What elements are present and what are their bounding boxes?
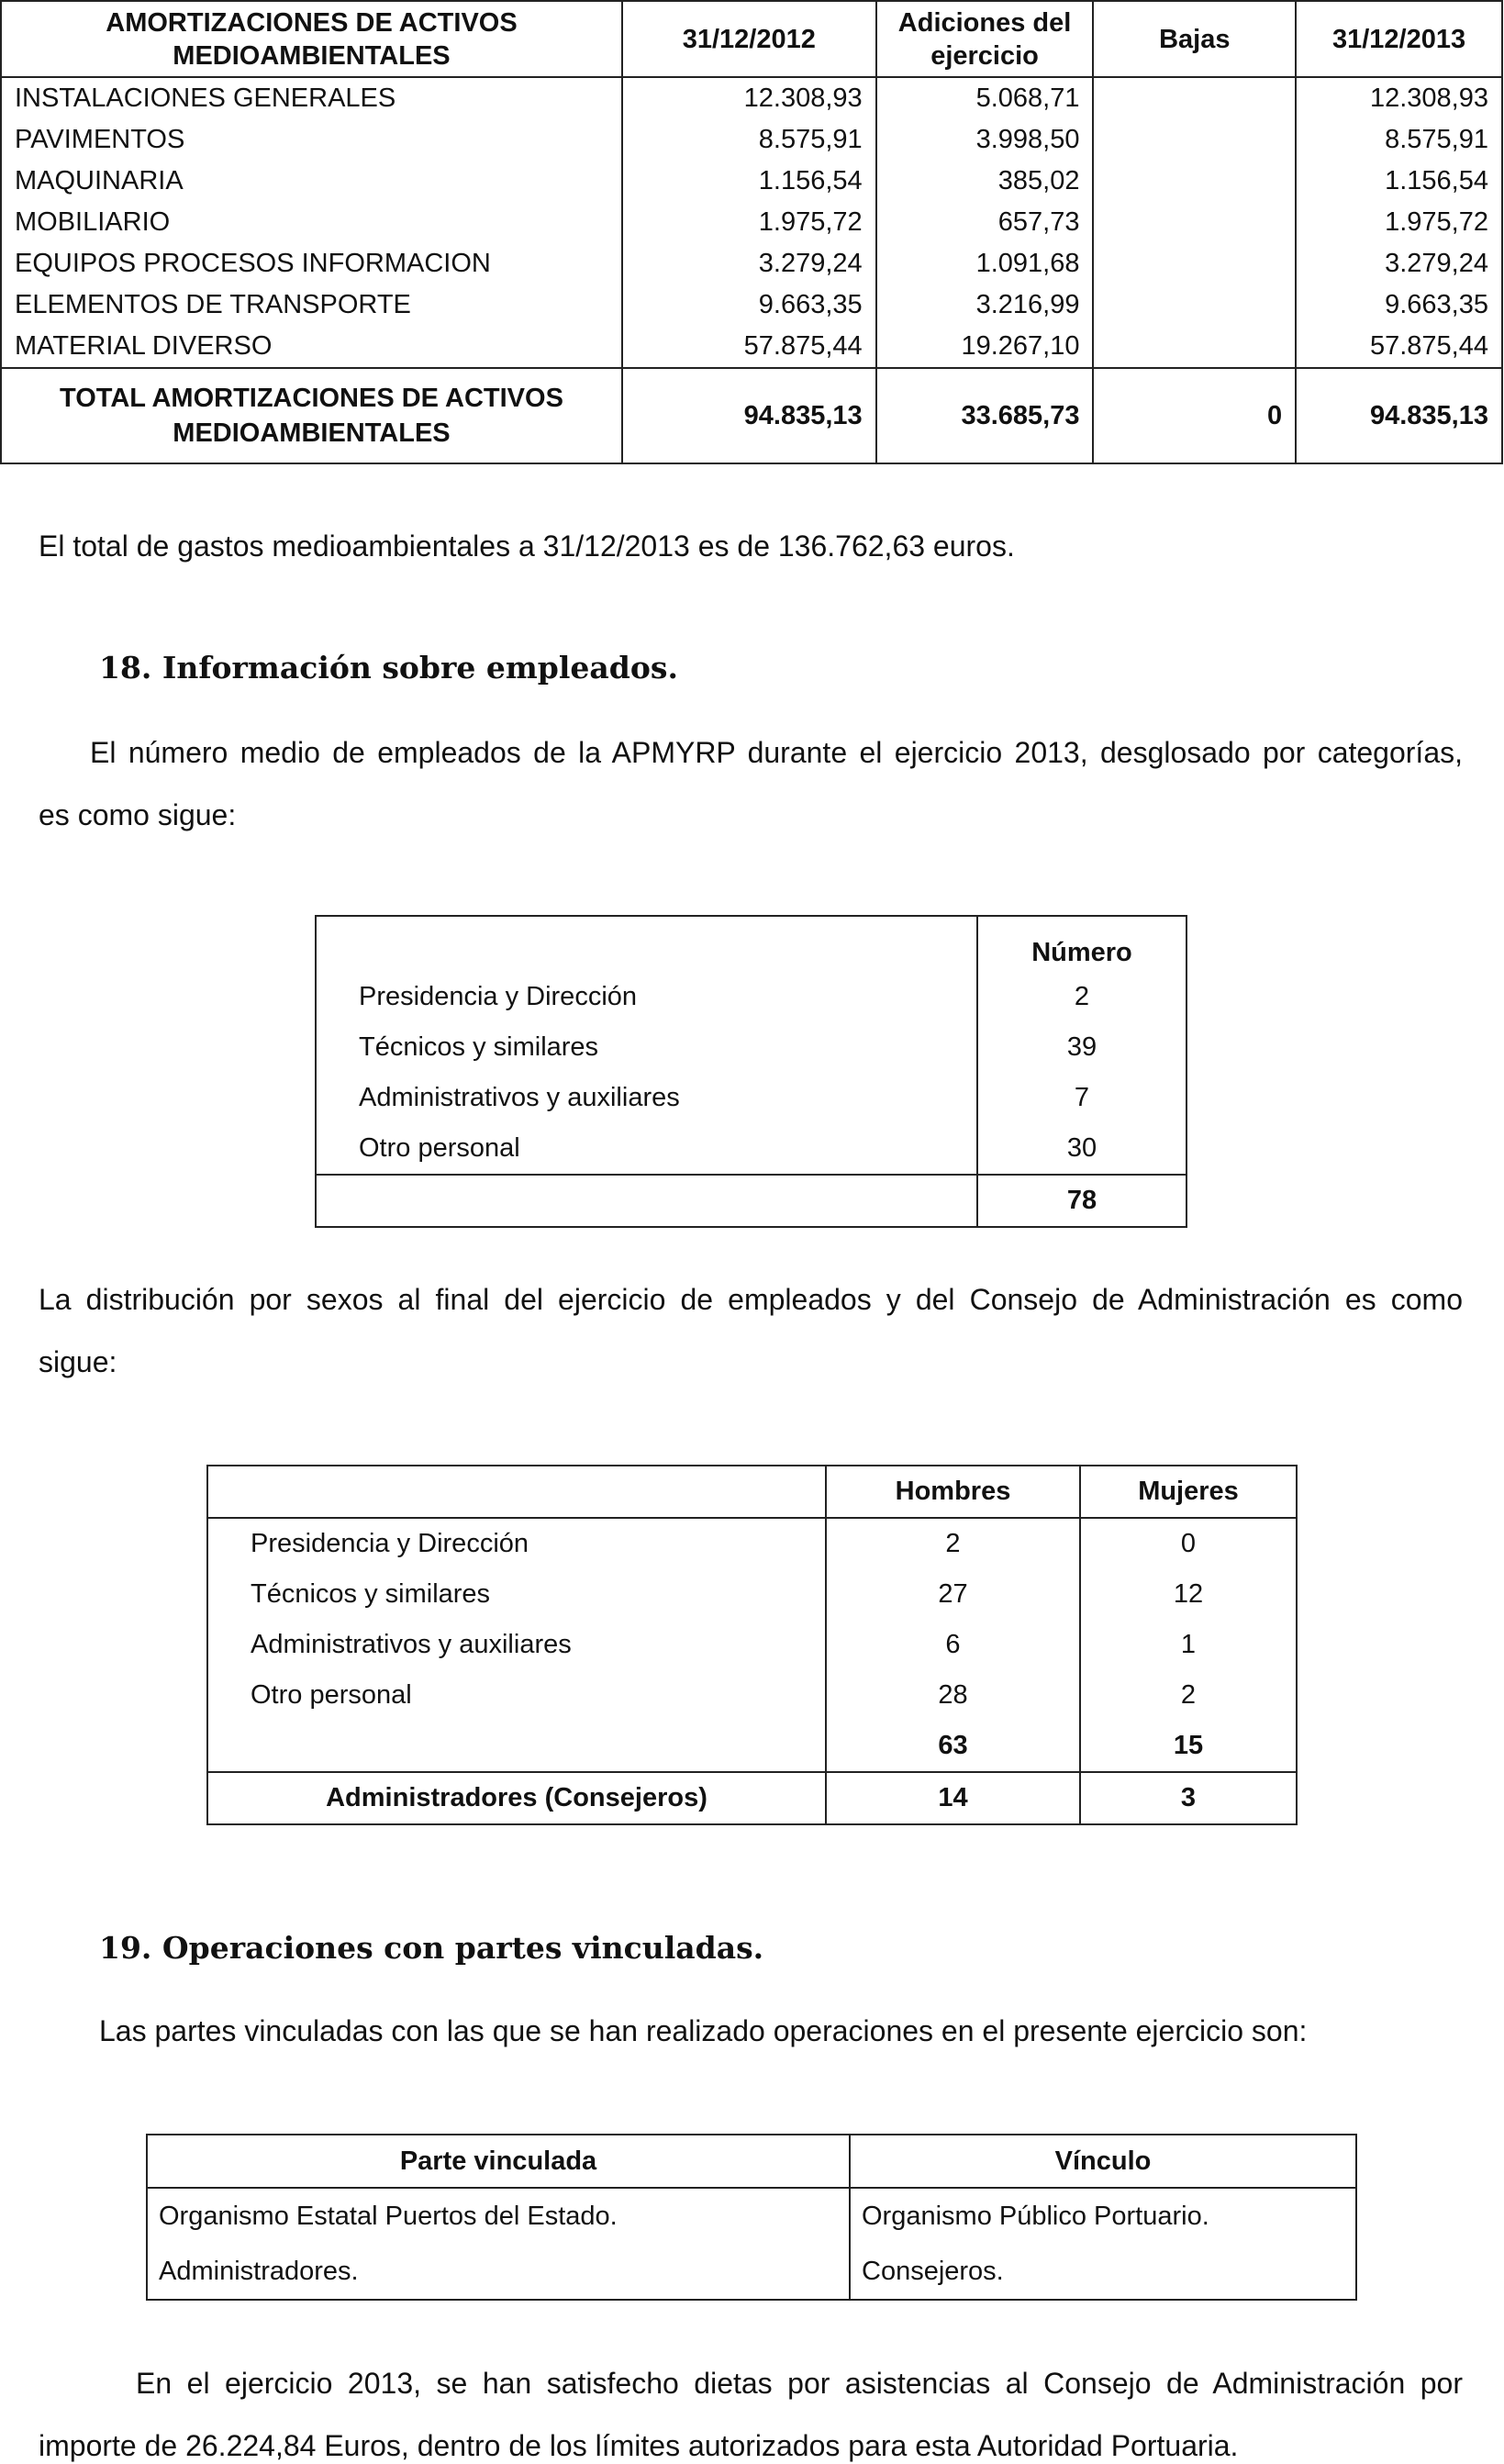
row-label: Otro personal	[251, 1680, 412, 1710]
cell-adiciones: 5.068,71	[876, 77, 1094, 119]
cell-adiciones: 19.267,10	[876, 326, 1094, 368]
header-bajas: Bajas	[1093, 1, 1296, 77]
row-label: Técnicos y similares	[251, 1579, 491, 1609]
administradores-row	[207, 1772, 1297, 1824]
table-row	[207, 1518, 1297, 1569]
cell-mujeres: 12	[1080, 1569, 1297, 1620]
table-row	[1, 77, 1502, 119]
empleados-table	[315, 915, 1187, 1228]
row-value: 30	[977, 1123, 1186, 1175]
empleados-total-row	[316, 1175, 1186, 1227]
table-row	[1, 202, 1502, 243]
table-row	[316, 1022, 1186, 1073]
row-label: MOBILIARIO	[1, 202, 622, 243]
sexos-paragraph-line1: La distribución por sexos al final del ejercicio de empleados y del Consejo de Administración es como	[39, 1283, 1463, 1316]
header-adiciones: Adiciones del ejercicio	[876, 1, 1094, 77]
cell-mujeres: 2	[1080, 1670, 1297, 1721]
table-row	[1, 161, 1502, 202]
row-label: MAQUINARIA	[1, 161, 622, 202]
header-parte: Parte vinculada	[147, 2135, 850, 2188]
table-row	[147, 2188, 1356, 2244]
cell-mujeres: 1	[1080, 1620, 1297, 1670]
header-hombres: Hombres	[826, 1466, 1080, 1518]
section-19-heading: 19. Operaciones con partes vinculadas.	[99, 1930, 764, 1966]
cell-vinculo: Organismo Público Portuario.	[850, 2188, 1356, 2244]
cell-hombres: 28	[826, 1670, 1080, 1721]
table-row	[316, 1073, 1186, 1123]
total-hombres: 63	[826, 1721, 1080, 1772]
row-label: Presidencia y Dirección	[359, 982, 638, 1011]
header-2012: 31/12/2012	[622, 1, 876, 77]
total-2012: 94.835,13	[622, 368, 876, 463]
cell-2012: 1.156,54	[622, 161, 876, 202]
sexos-total-row	[207, 1721, 1297, 1772]
administradores-hombres: 14	[826, 1772, 1080, 1824]
header-2013: 31/12/2013	[1296, 1, 1502, 77]
total-label: TOTAL AMORTIZACIONES DE ACTIVOS MEDIOAMBIENTALES	[1, 368, 622, 463]
row-label: ELEMENTOS DE TRANSPORTE	[1, 284, 622, 326]
table-row	[207, 1670, 1297, 1721]
row-label: EQUIPOS PROCESOS INFORMACION	[1, 243, 622, 284]
table-row	[1, 326, 1502, 368]
administradores-mujeres: 3	[1080, 1772, 1297, 1824]
cell-2012: 12.308,93	[622, 77, 876, 119]
cell-bajas	[1093, 284, 1296, 326]
row-value: 39	[977, 1022, 1186, 1073]
table-row	[207, 1620, 1297, 1670]
header-numero: Número	[977, 916, 1186, 972]
amortizaciones-header-row	[1, 1, 1502, 77]
cell-bajas	[1093, 77, 1296, 119]
header-mujeres: Mujeres	[1080, 1466, 1297, 1518]
empleados-header-row	[316, 916, 1186, 972]
table-row	[1, 243, 1502, 284]
section-18-intro-line2: es como sigue:	[39, 798, 237, 831]
section-18-intro-line1: El número medio de empleados de la APMYRP durante el ejercicio 2013, desglosado por categorías,	[90, 736, 1463, 769]
table-row	[147, 2244, 1356, 2300]
cell-parte: Organismo Estatal Puertos del Estado.	[159, 2201, 618, 2231]
sexos-header-row	[207, 1466, 1297, 1518]
total-adiciones: 33.685,73	[876, 368, 1094, 463]
table-row	[316, 1123, 1186, 1175]
administradores-label: Administradores (Consejeros)	[207, 1772, 826, 1824]
sexos-table	[206, 1465, 1298, 1825]
total-mujeres: 15	[1080, 1721, 1297, 1772]
header-vinculo: Vínculo	[850, 2135, 1356, 2188]
row-label: Administrativos y auxiliares	[251, 1630, 572, 1659]
row-label: Presidencia y Dirección	[251, 1529, 529, 1558]
cell-vinculo: Consejeros.	[850, 2244, 1356, 2300]
amortizaciones-total-row	[1, 368, 1502, 463]
row-label: Administrativos y auxiliares	[359, 1083, 680, 1112]
cell-2012: 8.575,91	[622, 119, 876, 161]
section-18-heading: 18. Información sobre empleados.	[99, 650, 678, 686]
cell-2013: 57.875,44	[1296, 326, 1502, 368]
partes-header-row	[147, 2135, 1356, 2188]
cell-2012: 57.875,44	[622, 326, 876, 368]
cell-hombres: 6	[826, 1620, 1080, 1670]
total-2013: 94.835,13	[1296, 368, 1502, 463]
row-value: 7	[977, 1073, 1186, 1123]
header-concepto: AMORTIZACIONES DE ACTIVOS MEDIOAMBIENTALES	[1, 1, 622, 77]
sexos-paragraph-line2: sigue:	[39, 1345, 117, 1378]
dietas-paragraph-line1: En el ejercicio 2013, se han satisfecho dietas por asistencias al Consejo de Administración por	[136, 2367, 1463, 2400]
cell-2013: 1.156,54	[1296, 161, 1502, 202]
cell-hombres: 27	[826, 1569, 1080, 1620]
row-label: PAVIMENTOS	[1, 119, 622, 161]
cell-hombres: 2	[826, 1518, 1080, 1569]
row-label: Otro personal	[359, 1133, 520, 1163]
cell-2013: 1.975,72	[1296, 202, 1502, 243]
table-row	[207, 1569, 1297, 1620]
total-bajas: 0	[1093, 368, 1296, 463]
cell-2013: 9.663,35	[1296, 284, 1502, 326]
amortizaciones-table	[0, 0, 1503, 464]
table-row	[1, 119, 1502, 161]
cell-bajas	[1093, 202, 1296, 243]
cell-2013: 3.279,24	[1296, 243, 1502, 284]
cell-adiciones: 1.091,68	[876, 243, 1094, 284]
row-label: MATERIAL DIVERSO	[1, 326, 622, 368]
row-value: 2	[977, 972, 1186, 1022]
cell-2013: 8.575,91	[1296, 119, 1502, 161]
cell-adiciones: 3.998,50	[876, 119, 1094, 161]
cell-2012: 9.663,35	[622, 284, 876, 326]
cell-2012: 3.279,24	[622, 243, 876, 284]
cell-bajas	[1093, 326, 1296, 368]
gastos-paragraph: El total de gastos medioambientales a 31/12/2013 es de 136.762,63 euros.	[39, 530, 1015, 563]
table-row	[1, 284, 1502, 326]
cell-mujeres: 0	[1080, 1518, 1297, 1569]
cell-2013: 12.308,93	[1296, 77, 1502, 119]
cell-bajas	[1093, 243, 1296, 284]
dietas-paragraph-line2: importe de 26.224,84 Euros, dentro de los límites autorizados para esta Autoridad Portuaria.	[39, 2429, 1239, 2462]
row-label: INSTALACIONES GENERALES	[1, 77, 622, 119]
row-label: Técnicos y similares	[359, 1032, 599, 1062]
cell-adiciones: 657,73	[876, 202, 1094, 243]
cell-bajas	[1093, 161, 1296, 202]
cell-adiciones: 3.216,99	[876, 284, 1094, 326]
partes-vinculadas-table	[146, 2134, 1357, 2301]
table-row	[316, 972, 1186, 1022]
cell-bajas	[1093, 119, 1296, 161]
cell-parte: Administradores.	[159, 2256, 359, 2286]
cell-adiciones: 385,02	[876, 161, 1094, 202]
cell-2012: 1.975,72	[622, 202, 876, 243]
section-19-intro: Las partes vinculadas con las que se han realizado operaciones en el presente ejercicio son:	[99, 2014, 1308, 2047]
empleados-total: 78	[977, 1175, 1186, 1227]
